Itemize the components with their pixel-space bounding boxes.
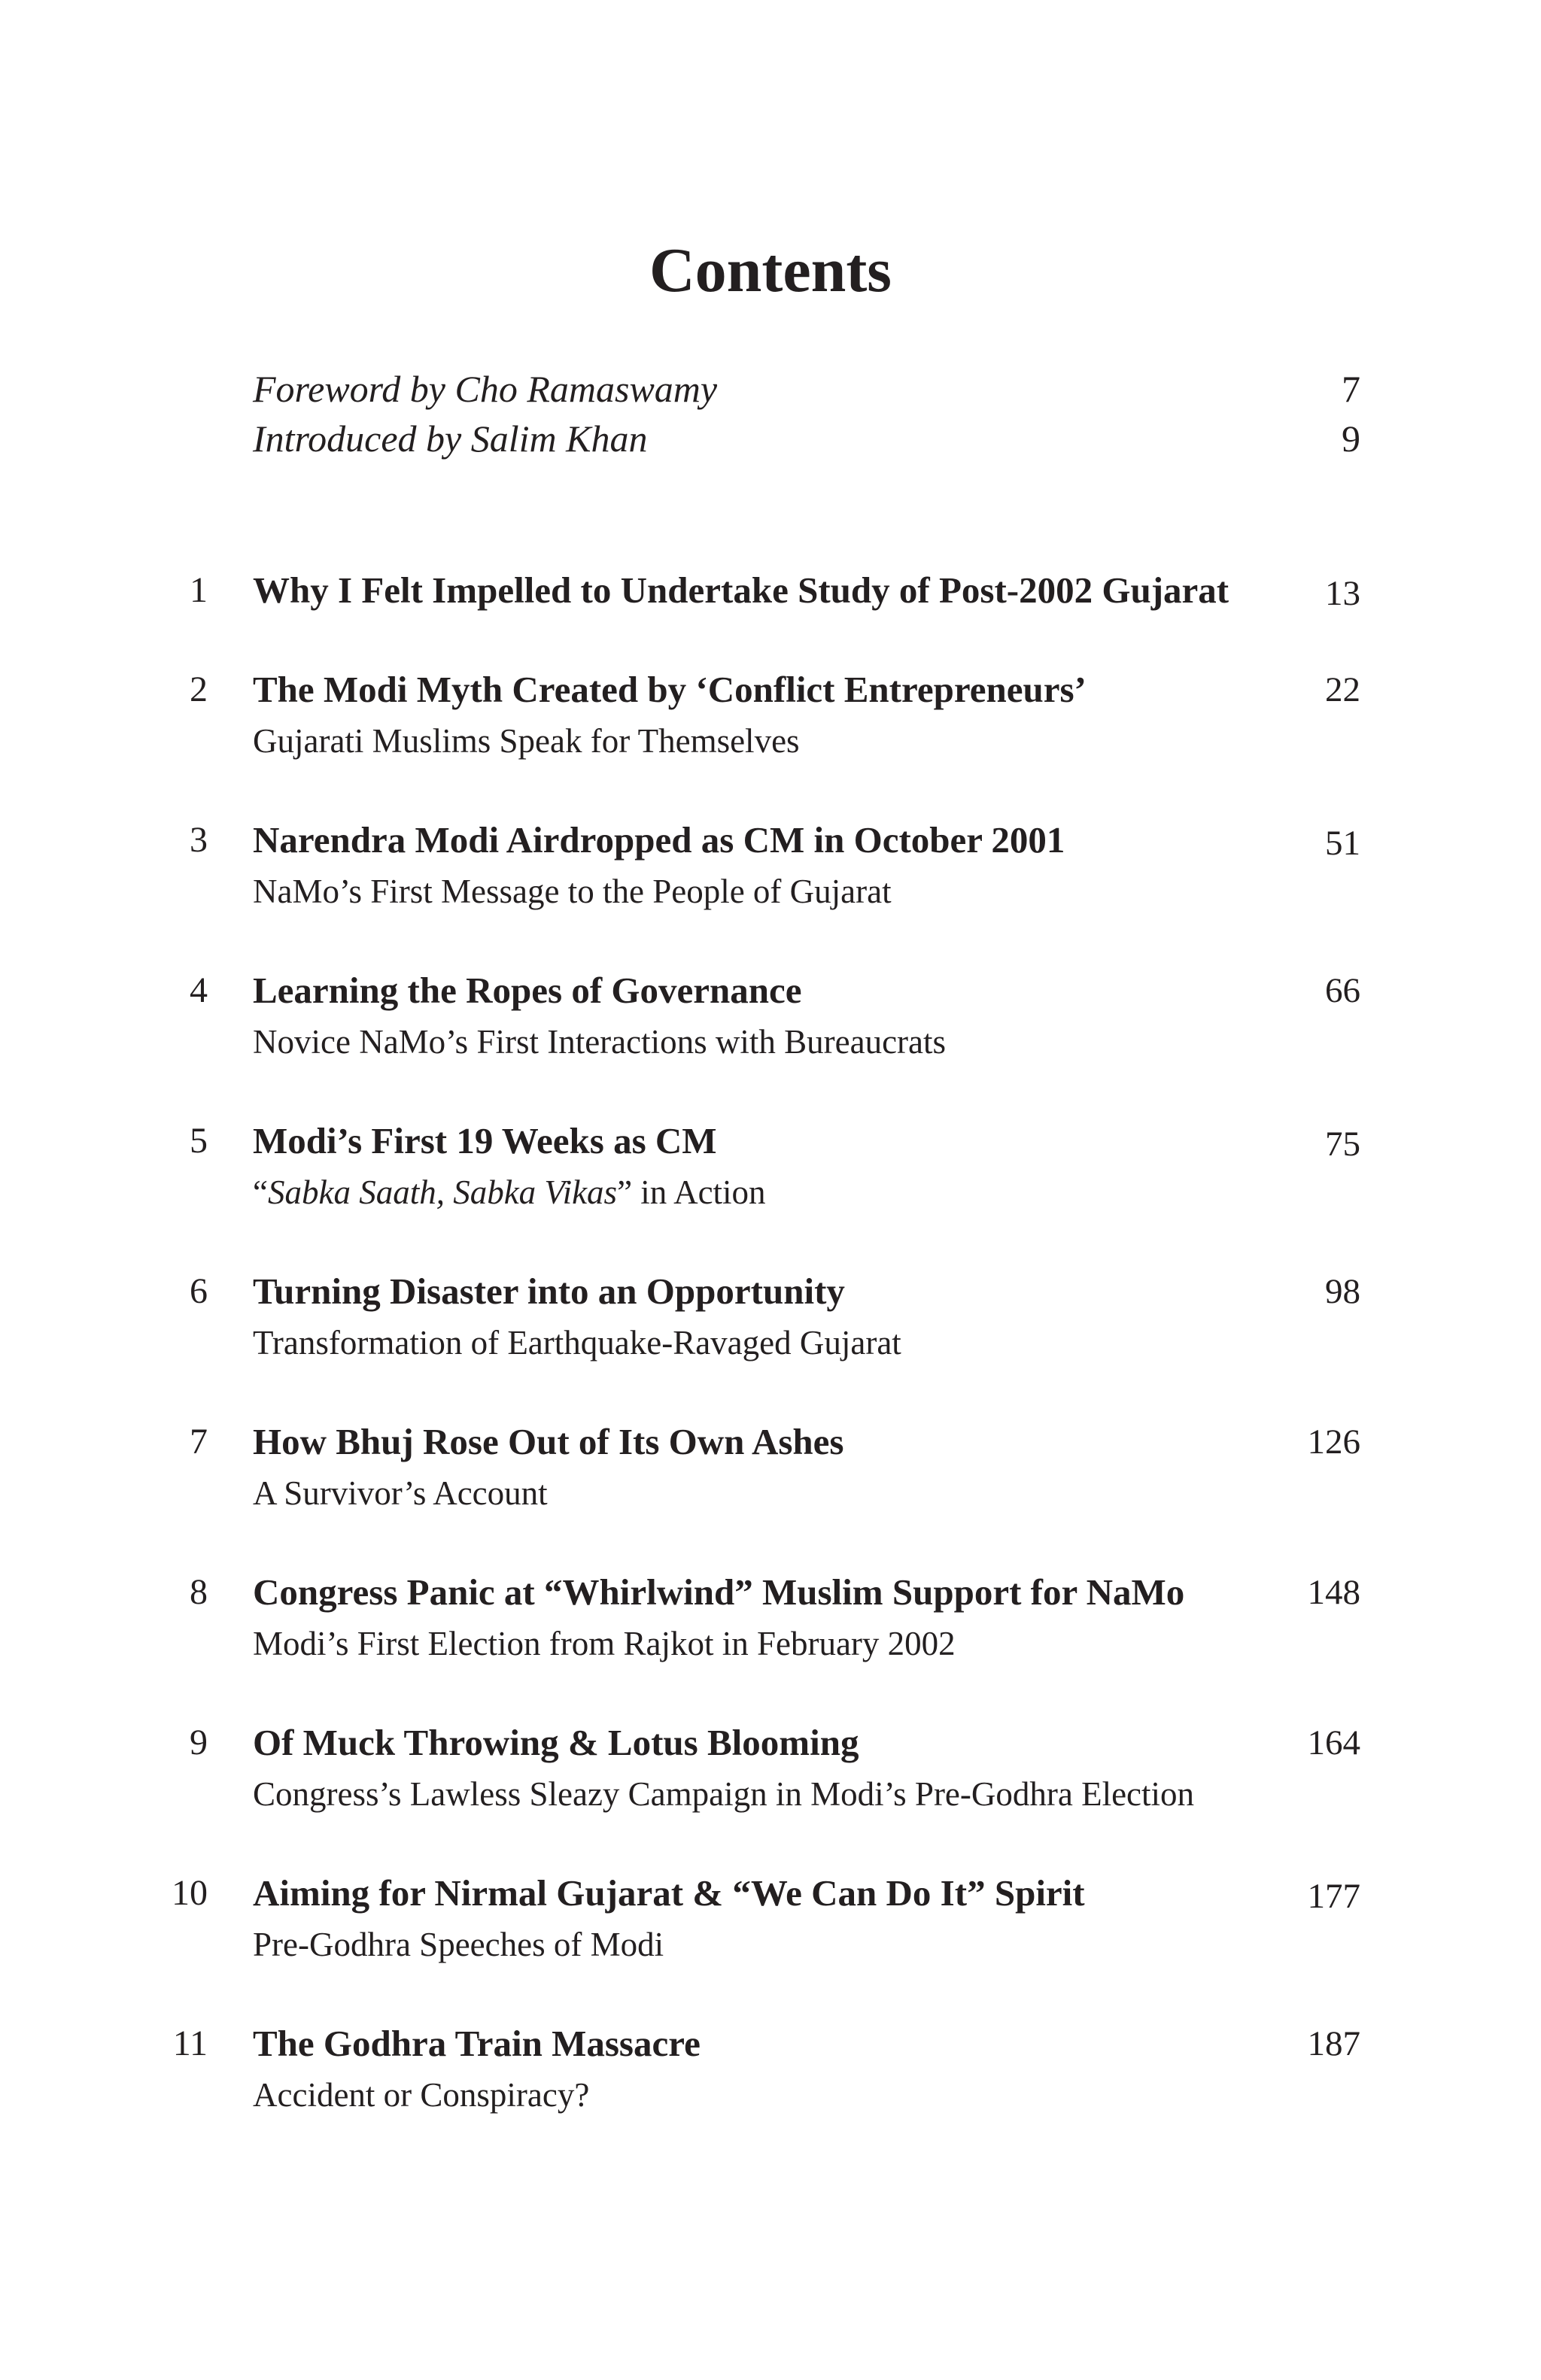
chapter-number: 3 xyxy=(190,820,208,860)
chapter-title: Learning the Ropes of Governance xyxy=(253,970,802,1011)
chapter-subtitle: Accident or Conspiracy? xyxy=(253,2076,590,2114)
chapter-number: 7 xyxy=(190,1422,208,1462)
front-matter-page: 7 xyxy=(1342,368,1360,410)
chapter-number: 2 xyxy=(190,669,208,709)
chapter-number: 1 xyxy=(190,570,208,610)
chapter-page: 187 xyxy=(1307,2024,1360,2063)
chapter-number: 10 xyxy=(172,1873,208,1913)
chapter-page: 13 xyxy=(1325,574,1360,613)
chapter-title: Congress Panic at “Whirlwind” Muslim Support for NaMo xyxy=(253,1571,1185,1613)
chapter-number: 11 xyxy=(172,2023,208,2063)
front-matter-title: Foreword by Cho Ramaswamy xyxy=(253,368,718,410)
chapter-title: How Bhuj Rose Out of Its Own Ashes xyxy=(253,1421,844,1462)
chapter-subtitle: Congress’s Lawless Sleazy Campaign in Modi’s Pre-Godhra Election xyxy=(253,1775,1195,1813)
chapter-title: Aiming for Nirmal Gujarat & “We Can Do It” Spirit xyxy=(253,1872,1085,1914)
subtitle-italic-phrase: Sabka Saath, Sabka Vikas xyxy=(267,1173,618,1211)
chapter-subtitle: A Survivor’s Account xyxy=(253,1474,548,1512)
chapter-page: 164 xyxy=(1307,1723,1360,1762)
chapter-title: Why I Felt Impelled to Undertake Study of Post-2002 Gujarat xyxy=(253,569,1229,611)
chapter-page: 75 xyxy=(1325,1125,1360,1164)
page-title: Contents xyxy=(649,235,892,305)
chapter-subtitle: NaMo’s First Message to the People of Gujarat xyxy=(253,873,892,910)
chapter-page: 98 xyxy=(1325,1272,1360,1311)
chapter-subtitle: Gujarati Muslims Speak for Themselves xyxy=(253,722,800,760)
chapter-number: 6 xyxy=(190,1271,208,1311)
front-matter-page: 9 xyxy=(1342,417,1360,460)
subtitle-rest: ” in Action xyxy=(617,1173,766,1211)
chapter-title: Narendra Modi Airdropped as CM in October 2001 xyxy=(253,819,1065,861)
chapter-page: 148 xyxy=(1307,1573,1360,1612)
chapter-subtitle: Pre-Godhra Speeches of Modi xyxy=(253,1926,664,1963)
chapter-number: 8 xyxy=(190,1572,208,1612)
chapter-page: 22 xyxy=(1325,670,1360,709)
chapter-number: 5 xyxy=(190,1121,208,1161)
chapter-title: Of Muck Throwing & Lotus Blooming xyxy=(253,1722,859,1763)
chapter-number: 9 xyxy=(190,1723,208,1762)
front-matter-title: Introduced by Salim Khan xyxy=(253,417,648,460)
chapter-page: 177 xyxy=(1307,1877,1360,1916)
subtitle-open-quote: “ xyxy=(253,1173,268,1211)
chapter-title: The Modi Myth Created by ‘Conflict Entrepreneurs’ xyxy=(253,669,1087,710)
chapter-page: 51 xyxy=(1325,824,1360,863)
chapter-page: 66 xyxy=(1325,971,1360,1010)
chapter-title: Turning Disaster into an Opportunity xyxy=(253,1270,845,1312)
chapter-page: 126 xyxy=(1307,1422,1360,1462)
chapter-title: Modi’s First 19 Weeks as CM xyxy=(253,1120,717,1161)
chapter-subtitle: Novice NaMo’s First Interactions with Bureaucrats xyxy=(253,1023,947,1061)
chapter-subtitle xyxy=(253,1167,766,1217)
chapter-subtitle: Modi’s First Election from Rajkot in February 2002 xyxy=(253,1625,956,1662)
chapter-number: 4 xyxy=(190,970,208,1010)
chapter-title: The Godhra Train Massacre xyxy=(253,2023,701,2064)
chapter-subtitle: Transformation of Earthquake-Ravaged Gujarat xyxy=(253,1324,901,1362)
